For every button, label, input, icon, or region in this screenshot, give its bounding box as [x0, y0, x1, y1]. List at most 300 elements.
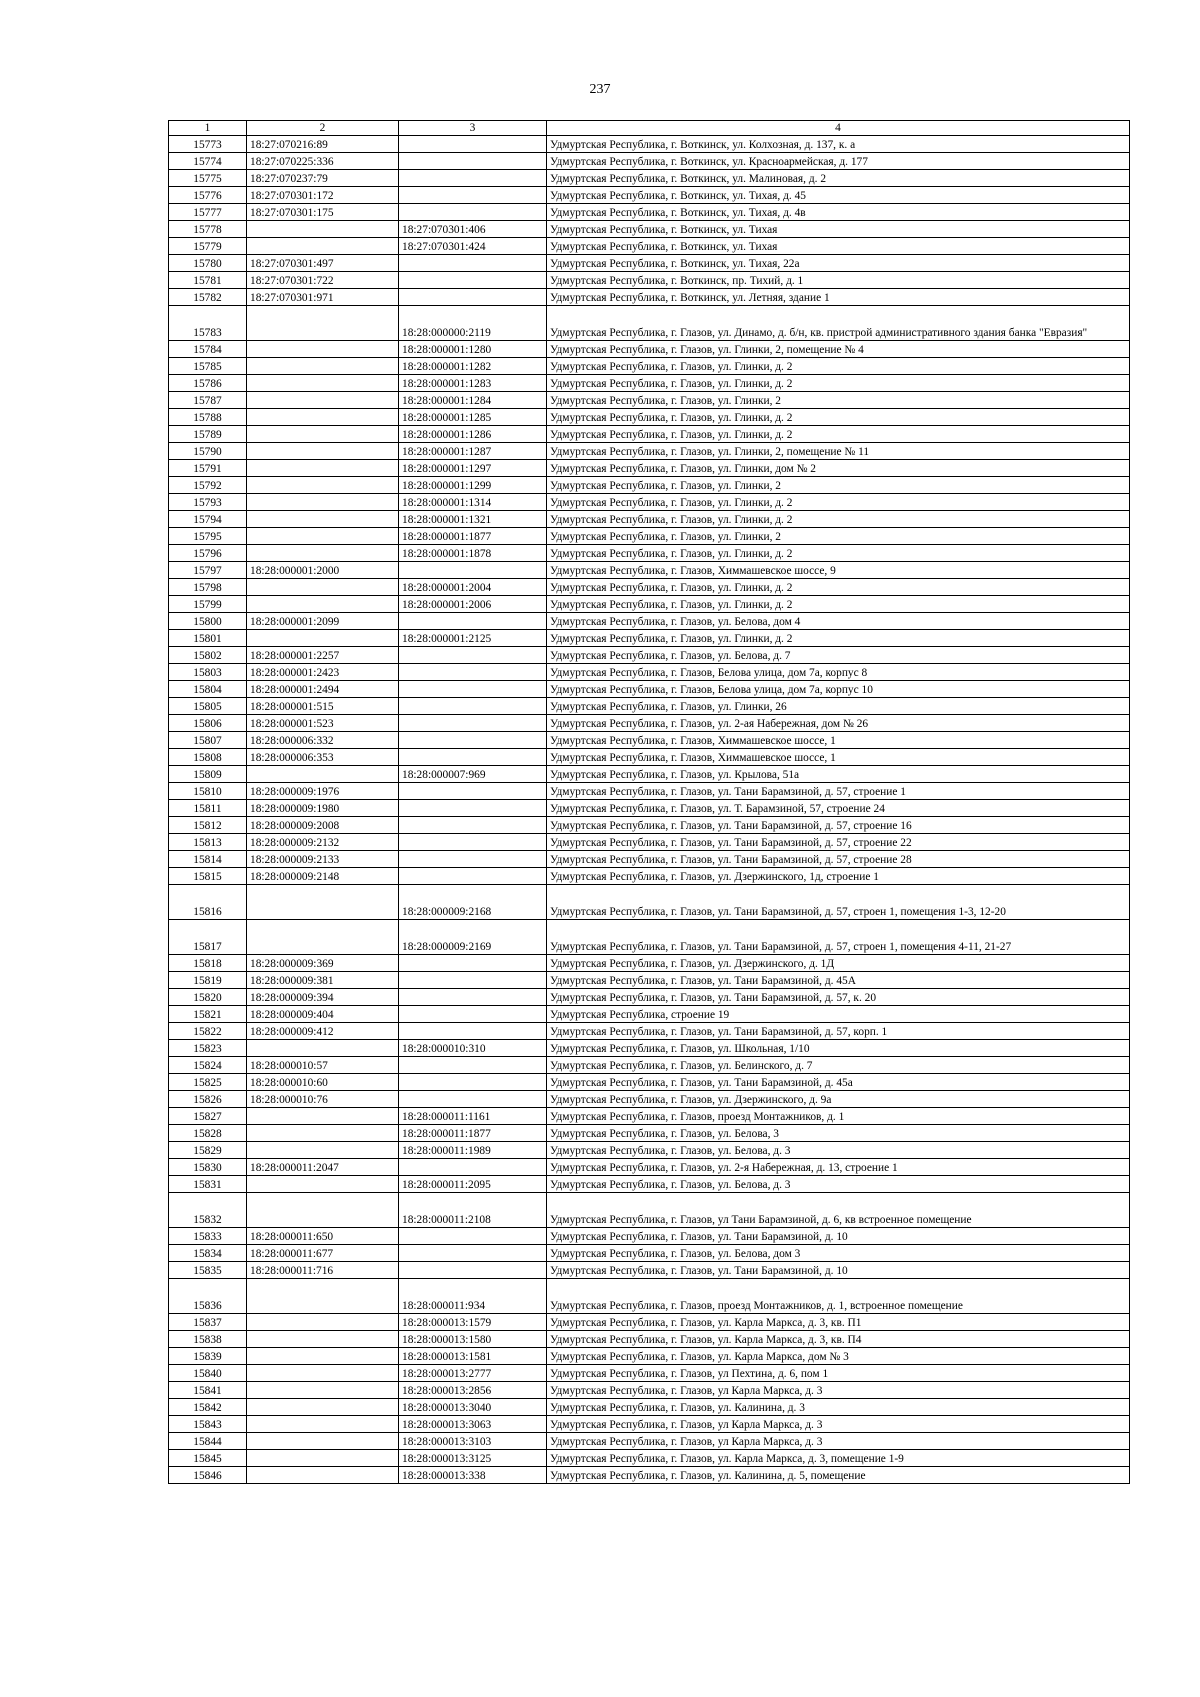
cadastral-number-building: 18:28:000001:1297 — [399, 460, 547, 477]
cadastral-number-building — [399, 613, 547, 630]
cadastral-number-land — [247, 1176, 399, 1193]
cadastral-number-land: 18:28:000009:2133 — [247, 851, 399, 868]
cadastral-number-building: 18:28:000001:1285 — [399, 409, 547, 426]
cadastral-number-building: 18:28:000013:1579 — [399, 1314, 547, 1331]
cadastral-number-land: 18:28:000010:57 — [247, 1057, 399, 1074]
row-number: 15779 — [169, 238, 247, 255]
address: Удмуртская Республика, г. Воткинск, ул. Колхозная, д. 137, к. а — [547, 136, 1130, 153]
address: Удмуртская Республика, г. Воткинск, ул. Летняя, здание 1 — [547, 289, 1130, 306]
cadastral-number-land — [247, 1314, 399, 1331]
cadastral-number-building: 18:28:000001:1284 — [399, 392, 547, 409]
address: Удмуртская Республика, г. Глазов, ул. Белова, д. 3 — [547, 1176, 1130, 1193]
row-number: 15824 — [169, 1057, 247, 1074]
table-row — [169, 579, 1130, 596]
cadastral-number-land: 18:28:000001:523 — [247, 715, 399, 732]
cadastral-number-building: 18:28:000011:2108 — [399, 1193, 547, 1228]
table-row — [169, 204, 1130, 221]
table-row — [169, 238, 1130, 255]
cadastral-number-land: 18:28:000009:2148 — [247, 868, 399, 885]
cadastral-number-land — [247, 596, 399, 613]
cadastral-number-land — [247, 443, 399, 460]
cadastral-number-land — [247, 392, 399, 409]
cadastral-number-land — [247, 477, 399, 494]
address: Удмуртская Республика, г. Глазов, ул. Глинки, 2 — [547, 392, 1130, 409]
table-row — [169, 1331, 1130, 1348]
address: Удмуртская Республика, г. Глазов, ул. Глинки, 2, помещение № 11 — [547, 443, 1130, 460]
table-row — [169, 972, 1130, 989]
cadastral-number-land — [247, 221, 399, 238]
table-row — [169, 834, 1130, 851]
address: Удмуртская Республика, г. Глазов, ул. Тани Барамзиной, д. 57, к. 20 — [547, 989, 1130, 1006]
cadastral-number-building: 18:28:000007:969 — [399, 766, 547, 783]
cadastral-number-building: 18:28:000013:338 — [399, 1467, 547, 1484]
cadastral-number-land: 18:28:000011:650 — [247, 1228, 399, 1245]
cadastral-number-building — [399, 272, 547, 289]
table-row — [169, 1279, 1130, 1314]
cadastral-number-land — [247, 1416, 399, 1433]
table-row — [169, 989, 1130, 1006]
table-row — [169, 613, 1130, 630]
cadastral-number-land: 18:28:000009:2132 — [247, 834, 399, 851]
cadastral-number-land — [247, 1142, 399, 1159]
cadastral-number-building: 18:28:000011:934 — [399, 1279, 547, 1314]
cadastral-number-land — [247, 341, 399, 358]
address: Удмуртская Республика, г. Глазов, ул. 2-я Набережная, д. 13, строение 1 — [547, 1159, 1130, 1176]
row-number: 15841 — [169, 1382, 247, 1399]
cadastral-number-building — [399, 1074, 547, 1091]
row-number: 15805 — [169, 698, 247, 715]
table-row — [169, 494, 1130, 511]
table-row — [169, 698, 1130, 715]
cadastral-number-land — [247, 1108, 399, 1125]
address: Удмуртская Республика, г. Воткинск, ул. Тихая, д. 4в — [547, 204, 1130, 221]
address: Удмуртская Республика, г. Воткинск, ул. Тихая — [547, 221, 1130, 238]
address: Удмуртская Республика, г. Глазов, Химмашевское шоссе, 9 — [547, 562, 1130, 579]
address: Удмуртская Республика, г. Глазов, ул. Тани Барамзиной, д. 57, строение 28 — [547, 851, 1130, 868]
row-number: 15786 — [169, 375, 247, 392]
address: Удмуртская Республика, г. Глазов, ул. Глинки, д. 2 — [547, 375, 1130, 392]
cadastral-number-building: 18:28:000001:1299 — [399, 477, 547, 494]
cadastral-number-building — [399, 834, 547, 851]
table-row — [169, 955, 1130, 972]
row-number: 15790 — [169, 443, 247, 460]
address: Удмуртская Республика, г. Глазов, ул. Глинки, 26 — [547, 698, 1130, 715]
row-number: 15816 — [169, 885, 247, 920]
cadastral-number-building — [399, 1228, 547, 1245]
cadastral-number-building — [399, 868, 547, 885]
cadastral-number-land — [247, 375, 399, 392]
table-row — [169, 1125, 1130, 1142]
cadastral-number-building — [399, 1006, 547, 1023]
cadastral-number-building — [399, 972, 547, 989]
cadastral-number-land: 18:28:000011:716 — [247, 1262, 399, 1279]
address: Удмуртская Республика, г. Глазов, ул. Тани Барамзиной, д. 57, корп. 1 — [547, 1023, 1130, 1040]
table-row — [169, 306, 1130, 341]
table-row — [169, 289, 1130, 306]
cadastral-number-land — [247, 630, 399, 647]
table-row — [169, 1365, 1130, 1382]
cadastral-number-land: 18:28:000009:369 — [247, 955, 399, 972]
row-number: 15802 — [169, 647, 247, 664]
cadastral-number-land — [247, 358, 399, 375]
row-number: 15811 — [169, 800, 247, 817]
cadastral-number-land — [247, 409, 399, 426]
row-number: 15793 — [169, 494, 247, 511]
address: Удмуртская Республика, г. Глазов, ул. Глинки, д. 2 — [547, 426, 1130, 443]
cadastral-number-building — [399, 817, 547, 834]
row-number: 15797 — [169, 562, 247, 579]
address: Удмуртская Республика, г. Глазов, ул. Глинки, 2, помещение № 4 — [547, 341, 1130, 358]
table-row — [169, 170, 1130, 187]
address: Удмуртская Республика, г. Воткинск, ул. Тихая — [547, 238, 1130, 255]
table-row — [169, 136, 1130, 153]
address: Удмуртская Республика, г. Глазов, ул. Глинки, д. 2 — [547, 494, 1130, 511]
cadastral-number-land: 18:28:000009:394 — [247, 989, 399, 1006]
table-row — [169, 732, 1130, 749]
address: Удмуртская Республика, г. Глазов, проезд Монтажников, д. 1, встроенное помещение — [547, 1279, 1130, 1314]
cadastral-number-building: 18:28:000001:2004 — [399, 579, 547, 596]
row-number: 15815 — [169, 868, 247, 885]
address: Удмуртская Республика, г. Глазов, ул. Глинки, д. 2 — [547, 596, 1130, 613]
cadastral-number-land: 18:27:070301:722 — [247, 272, 399, 289]
table-row — [169, 1262, 1130, 1279]
row-number: 15778 — [169, 221, 247, 238]
table-row — [169, 1314, 1130, 1331]
cadastral-number-land: 18:28:000001:2099 — [247, 613, 399, 630]
cadastral-number-land — [247, 528, 399, 545]
cadastral-number-building: 18:28:000001:1877 — [399, 528, 547, 545]
cadastral-number-building — [399, 851, 547, 868]
cadastral-number-land — [247, 1279, 399, 1314]
cadastral-number-land: 18:28:000009:2008 — [247, 817, 399, 834]
cadastral-number-building: 18:28:000009:2169 — [399, 920, 547, 955]
row-number: 15846 — [169, 1467, 247, 1484]
cadastral-number-building: 18:28:000013:2777 — [399, 1365, 547, 1382]
table-row — [169, 1193, 1130, 1228]
cadastral-number-building: 18:28:000011:1161 — [399, 1108, 547, 1125]
table-row — [169, 715, 1130, 732]
table-row — [169, 868, 1130, 885]
table-row — [169, 153, 1130, 170]
cadastral-number-land — [247, 1399, 399, 1416]
cadastral-number-building: 18:28:000013:3125 — [399, 1450, 547, 1467]
header-row — [169, 121, 1130, 136]
address: Удмуртская Республика, строение 19 — [547, 1006, 1130, 1023]
table-row — [169, 426, 1130, 443]
cadastral-number-land: 18:28:000009:1980 — [247, 800, 399, 817]
row-number: 15775 — [169, 170, 247, 187]
cadastral-number-building: 18:28:000013:2856 — [399, 1382, 547, 1399]
cadastral-number-building — [399, 562, 547, 579]
address: Удмуртская Республика, г. Глазов, ул. Т. Барамзиной, 57, строение 24 — [547, 800, 1130, 817]
address: Удмуртская Республика, г. Воткинск, ул. Тихая, 22а — [547, 255, 1130, 272]
cadastral-number-land: 18:28:000009:381 — [247, 972, 399, 989]
table-row — [169, 1159, 1130, 1176]
cadastral-number-building — [399, 800, 547, 817]
table-row — [169, 1416, 1130, 1433]
table-row — [169, 272, 1130, 289]
row-number: 15844 — [169, 1433, 247, 1450]
cadastral-number-land — [247, 238, 399, 255]
row-number: 15832 — [169, 1193, 247, 1228]
address: Удмуртская Республика, г. Глазов, ул Карла Маркса, д. 3 — [547, 1433, 1130, 1450]
column-header-2: 2 — [247, 121, 399, 136]
cadastral-number-land: 18:27:070301:175 — [247, 204, 399, 221]
cadastral-number-building — [399, 749, 547, 766]
address: Удмуртская Республика, г. Глазов, ул Карла Маркса, д. 3 — [547, 1416, 1130, 1433]
table-row — [169, 409, 1130, 426]
cadastral-number-building: 18:28:000013:3103 — [399, 1433, 547, 1450]
cadastral-number-land: 18:27:070237:79 — [247, 170, 399, 187]
cadastral-number-land: 18:28:000011:2047 — [247, 1159, 399, 1176]
address: Удмуртская Республика, г. Глазов, ул. Тани Барамзиной, д. 57, строение 22 — [547, 834, 1130, 851]
row-number: 15834 — [169, 1245, 247, 1262]
cadastral-number-land — [247, 306, 399, 341]
cadastral-number-building: 18:28:000001:1282 — [399, 358, 547, 375]
table-body — [169, 136, 1130, 1484]
table-row — [169, 1108, 1130, 1125]
address: Удмуртская Республика, г. Глазов, ул. Динамо, д. б/н, кв. пристрой административного здания банка "Евразия" — [547, 306, 1130, 341]
cadastral-number-land: 18:28:000011:677 — [247, 1245, 399, 1262]
address: Удмуртская Республика, г. Глазов, ул Пехтина, д. 6, пом 1 — [547, 1365, 1130, 1382]
cadastral-number-land: 18:28:000009:412 — [247, 1023, 399, 1040]
row-number: 15845 — [169, 1450, 247, 1467]
cadastral-number-land — [247, 1193, 399, 1228]
address: Удмуртская Республика, г. Глазов, ул. Белова, 3 — [547, 1125, 1130, 1142]
address: Удмуртская Республика, г. Глазов, ул. Калинина, д. 3 — [547, 1399, 1130, 1416]
row-number: 15806 — [169, 715, 247, 732]
cadastral-number-building: 18:28:000001:1314 — [399, 494, 547, 511]
row-number: 15826 — [169, 1091, 247, 1108]
address: Удмуртская Республика, г. Глазов, ул. Калинина, д. 5, помещение — [547, 1467, 1130, 1484]
address: Удмуртская Республика, г. Глазов, ул. Белова, дом 3 — [547, 1245, 1130, 1262]
cadastral-number-land — [247, 885, 399, 920]
cadastral-number-building — [399, 187, 547, 204]
cadastral-number-land — [247, 1040, 399, 1057]
address: Удмуртская Республика, г. Глазов, Химмашевское шоссе, 1 — [547, 732, 1130, 749]
cadastral-number-land: 18:27:070301:971 — [247, 289, 399, 306]
cadastral-number-building: 18:27:070301:424 — [399, 238, 547, 255]
address: Удмуртская Республика, г. Глазов, ул. Карла Маркса, д. 3, кв. П4 — [547, 1331, 1130, 1348]
table-row — [169, 460, 1130, 477]
table-row — [169, 664, 1130, 681]
row-number: 15780 — [169, 255, 247, 272]
row-number: 15791 — [169, 460, 247, 477]
address: Удмуртская Республика, г. Глазов, ул. Глинки, дом № 2 — [547, 460, 1130, 477]
table-row — [169, 749, 1130, 766]
address: Удмуртская Республика, г. Глазов, ул. Глинки, д. 2 — [547, 630, 1130, 647]
cadastral-number-building — [399, 1023, 547, 1040]
row-number: 15787 — [169, 392, 247, 409]
table-row — [169, 851, 1130, 868]
row-number: 15823 — [169, 1040, 247, 1057]
cadastral-number-land — [247, 1382, 399, 1399]
address: Удмуртская Республика, г. Глазов, ул. Тани Барамзиной, д. 57, строен 1, помещения 1-3, 12-20 — [547, 885, 1130, 920]
table-row — [169, 681, 1130, 698]
row-number: 15820 — [169, 989, 247, 1006]
address: Удмуртская Республика, г. Глазов, ул. Глинки, д. 2 — [547, 511, 1130, 528]
table-row — [169, 1142, 1130, 1159]
row-number: 15777 — [169, 204, 247, 221]
address: Удмуртская Республика, г. Глазов, ул. 2-ая Набережная, дом № 26 — [547, 715, 1130, 732]
row-number: 15808 — [169, 749, 247, 766]
cadastral-number-land — [247, 920, 399, 955]
row-number: 15843 — [169, 1416, 247, 1433]
table-row — [169, 1433, 1130, 1450]
row-number: 15830 — [169, 1159, 247, 1176]
table-row — [169, 817, 1130, 834]
cadastral-number-building: 18:28:000011:1877 — [399, 1125, 547, 1142]
row-number: 15803 — [169, 664, 247, 681]
row-number: 15829 — [169, 1142, 247, 1159]
cadastral-number-building — [399, 664, 547, 681]
table-row — [169, 1245, 1130, 1262]
cadastral-number-land — [247, 579, 399, 596]
cadastral-number-building: 18:28:000013:1581 — [399, 1348, 547, 1365]
cadastral-number-land: 18:28:000001:2000 — [247, 562, 399, 579]
cadastral-number-building — [399, 204, 547, 221]
row-number: 15842 — [169, 1399, 247, 1416]
cadastral-number-building: 18:28:000001:1286 — [399, 426, 547, 443]
address: Удмуртская Республика, г. Глазов, ул. Тани Барамзиной, д. 45А — [547, 972, 1130, 989]
address: Удмуртская Республика, г. Глазов, ул. Дзержинского, д. 9а — [547, 1091, 1130, 1108]
cadastral-number-building — [399, 783, 547, 800]
row-number: 15774 — [169, 153, 247, 170]
row-number: 15831 — [169, 1176, 247, 1193]
row-number: 15813 — [169, 834, 247, 851]
cadastral-number-land: 18:28:000001:515 — [247, 698, 399, 715]
table-row — [169, 187, 1130, 204]
table-row — [169, 920, 1130, 955]
table-row — [169, 545, 1130, 562]
cadastral-number-land: 18:28:000001:2494 — [247, 681, 399, 698]
row-number: 15785 — [169, 358, 247, 375]
address: Удмуртская Республика, г. Глазов, ул. Глинки, 2 — [547, 528, 1130, 545]
address: Удмуртская Республика, г. Глазов, ул. Тани Барамзиной, д. 57, строение 16 — [547, 817, 1130, 834]
table-row — [169, 1399, 1130, 1416]
row-number: 15809 — [169, 766, 247, 783]
cadastral-number-land: 18:28:000006:353 — [247, 749, 399, 766]
cadastral-number-building: 18:28:000009:2168 — [399, 885, 547, 920]
address: Удмуртская Республика, г. Глазов, ул. Тани Барамзиной, д. 57, строение 1 — [547, 783, 1130, 800]
cadastral-number-land: 18:27:070301:497 — [247, 255, 399, 272]
row-number: 15835 — [169, 1262, 247, 1279]
cadastral-number-building — [399, 1091, 547, 1108]
cadastral-number-building — [399, 255, 547, 272]
cadastral-number-building: 18:28:000011:1989 — [399, 1142, 547, 1159]
table-row — [169, 221, 1130, 238]
table-row — [169, 630, 1130, 647]
address: Удмуртская Республика, г. Глазов, ул. Тани Барамзиной, д. 45а — [547, 1074, 1130, 1091]
cadastral-number-land: 18:28:000009:1976 — [247, 783, 399, 800]
cadastral-number-land — [247, 511, 399, 528]
table-row — [169, 885, 1130, 920]
table-row — [169, 1023, 1130, 1040]
row-number: 15789 — [169, 426, 247, 443]
cadastral-number-building: 18:28:000013:1580 — [399, 1331, 547, 1348]
row-number: 15796 — [169, 545, 247, 562]
address: Удмуртская Республика, г. Глазов, ул. Белова, д. 7 — [547, 647, 1130, 664]
cadastral-number-land: 18:27:070225:336 — [247, 153, 399, 170]
address: Удмуртская Республика, г. Глазов, ул. Глинки, д. 2 — [547, 579, 1130, 596]
cadastral-number-building: 18:28:000011:2095 — [399, 1176, 547, 1193]
column-header-1: 1 — [169, 121, 247, 136]
row-number: 15807 — [169, 732, 247, 749]
address: Удмуртская Республика, г. Глазов, ул. Крылова, 51а — [547, 766, 1130, 783]
table-row — [169, 800, 1130, 817]
address: Удмуртская Республика, г. Воткинск, ул. Малиновая, д. 2 — [547, 170, 1130, 187]
row-number: 15810 — [169, 783, 247, 800]
cadastral-number-building: 18:28:000013:3040 — [399, 1399, 547, 1416]
cadastral-number-building — [399, 1159, 547, 1176]
cadastral-number-land — [247, 460, 399, 477]
table-row — [169, 1450, 1130, 1467]
row-number: 15837 — [169, 1314, 247, 1331]
table-row — [169, 392, 1130, 409]
cadastral-number-building — [399, 153, 547, 170]
cadastral-number-building — [399, 698, 547, 715]
row-number: 15795 — [169, 528, 247, 545]
cadastral-number-land: 18:28:000009:404 — [247, 1006, 399, 1023]
column-header-4: 4 — [547, 121, 1130, 136]
address: Удмуртская Республика, г. Глазов, ул. Глинки, д. 2 — [547, 358, 1130, 375]
address: Удмуртская Республика, г. Глазов, ул. Тани Барамзиной, д. 10 — [547, 1228, 1130, 1245]
address: Удмуртская Республика, г. Глазов, ул. Глинки, д. 2 — [547, 409, 1130, 426]
cadastral-number-building — [399, 955, 547, 972]
address: Удмуртская Республика, г. Глазов, ул. Белова, д. 3 — [547, 1142, 1130, 1159]
cadastral-number-land — [247, 1331, 399, 1348]
address: Удмуртская Республика, г. Глазов, ул. Тани Барамзиной, д. 57, строен 1, помещения 4-11, 21-27 — [547, 920, 1130, 955]
row-number: 15801 — [169, 630, 247, 647]
row-number: 15838 — [169, 1331, 247, 1348]
cadastral-number-land — [247, 1450, 399, 1467]
cadastral-number-land — [247, 1467, 399, 1484]
row-number: 15818 — [169, 955, 247, 972]
table-row — [169, 783, 1130, 800]
cadastral-number-building: 18:28:000001:1878 — [399, 545, 547, 562]
row-number: 15781 — [169, 272, 247, 289]
address: Удмуртская Республика, г. Воткинск, ул. Тихая, д. 45 — [547, 187, 1130, 204]
row-number: 15822 — [169, 1023, 247, 1040]
table-row — [169, 1091, 1130, 1108]
table-row — [169, 1348, 1130, 1365]
table-row — [169, 1074, 1130, 1091]
cadastral-number-building: 18:28:000001:1283 — [399, 375, 547, 392]
table-row — [169, 1040, 1130, 1057]
row-number: 15776 — [169, 187, 247, 204]
table-row — [169, 1176, 1130, 1193]
address: Удмуртская Республика, г. Глазов, ул. Школьная, 1/10 — [547, 1040, 1130, 1057]
cadastral-number-building: 18:28:000001:2006 — [399, 596, 547, 613]
address: Удмуртская Республика, г. Глазов, Белова улица, дом 7а, корпус 8 — [547, 664, 1130, 681]
address: Удмуртская Республика, г. Глазов, ул. Белинского, д. 7 — [547, 1057, 1130, 1074]
row-number: 15821 — [169, 1006, 247, 1023]
address: Удмуртская Республика, г. Глазов, ул Карла Маркса, д. 3 — [547, 1382, 1130, 1399]
cadastral-number-land — [247, 426, 399, 443]
row-number: 15836 — [169, 1279, 247, 1314]
cadastral-number-land: 18:27:070216:89 — [247, 136, 399, 153]
cadastral-number-land: 18:27:070301:172 — [247, 187, 399, 204]
table-header — [169, 121, 1130, 136]
cadastral-number-building — [399, 1262, 547, 1279]
address: Удмуртская Республика, г. Глазов, ул. Глинки, 2 — [547, 477, 1130, 494]
address: Удмуртская Республика, г. Глазов, проезд Монтажников, д. 1 — [547, 1108, 1130, 1125]
row-number: 15817 — [169, 920, 247, 955]
table-row — [169, 1057, 1130, 1074]
address: Удмуртская Республика, г. Глазов, ул. Дзержинского, 1д, строение 1 — [547, 868, 1130, 885]
row-number: 15827 — [169, 1108, 247, 1125]
cadastral-number-building — [399, 289, 547, 306]
